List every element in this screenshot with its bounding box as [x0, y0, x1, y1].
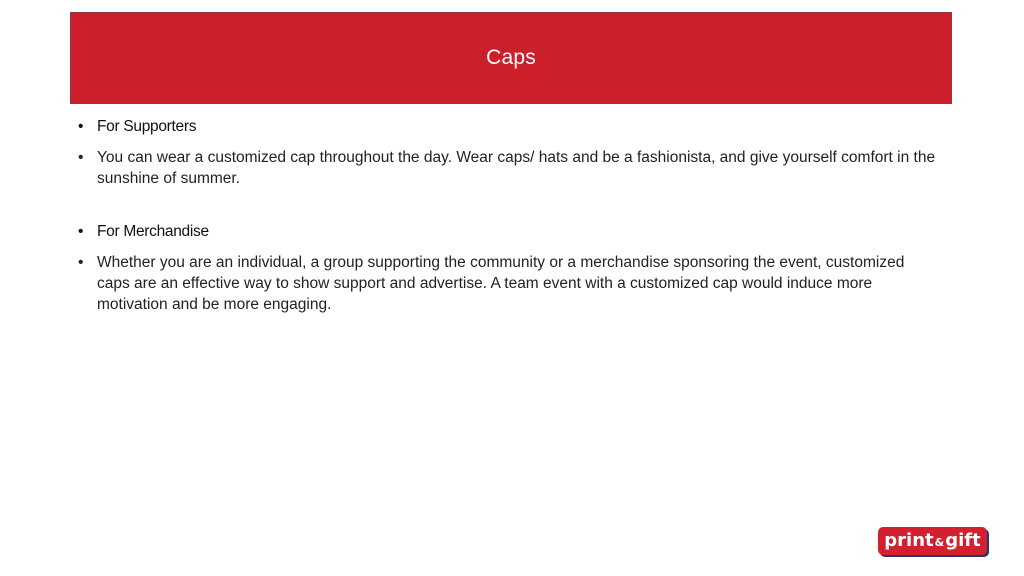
print-and-gift-logo — [878, 527, 987, 555]
logo-ampersand: & — [934, 535, 945, 549]
section-body-merchandise: • Whether you are an individual, a group supporting the community or a merchandise sponsoring the event, customized caps are an effective way to show support and advertise. A team event with a customized cap would induce more motivation and be more engaging. — [78, 252, 938, 315]
logo-text-print: print — [884, 530, 934, 551]
logo-text-gift: gift — [945, 530, 981, 551]
section-heading-merchandise: • For Merchandise — [78, 221, 938, 242]
slide-content — [78, 116, 938, 315]
slide-title: Caps — [486, 46, 536, 69]
section-heading-supporters: • For Supporters — [78, 116, 938, 137]
section-body-supporters: • You can wear a customized cap throughout the day. Wear caps/ hats and be a fashionista, and give yourself comfort in the sunshine of summer. — [78, 147, 938, 189]
title-banner — [70, 12, 952, 104]
